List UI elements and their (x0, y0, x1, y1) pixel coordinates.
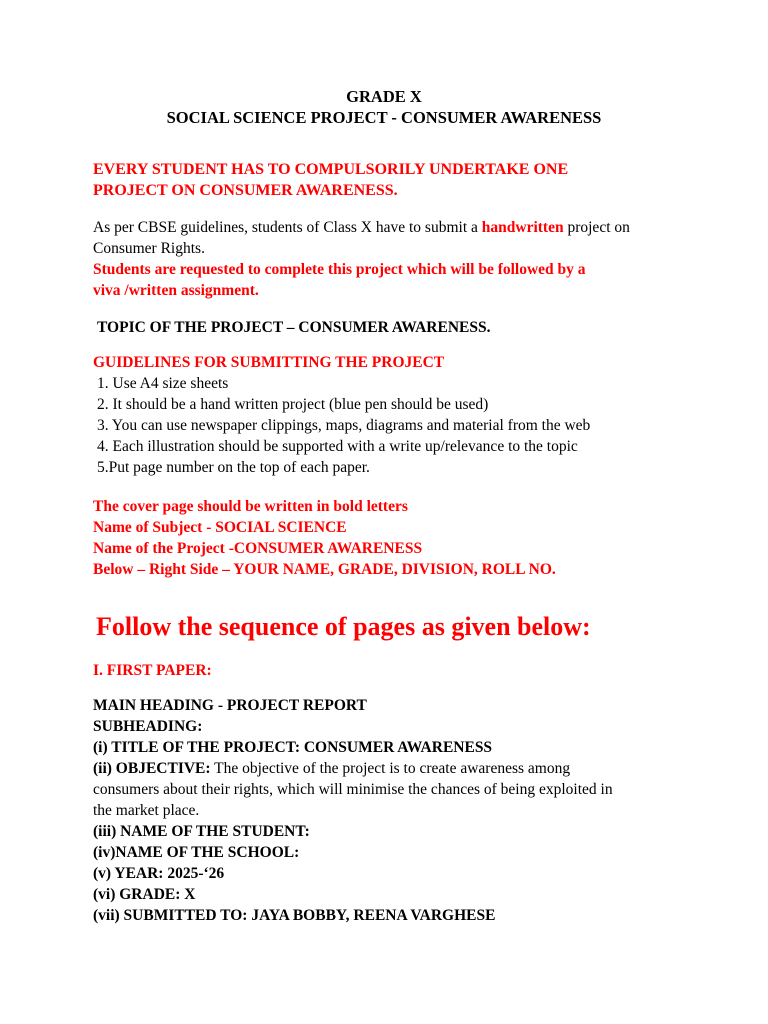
compulsory-notice (93, 159, 693, 201)
sequence-heading: Follow the sequence of pages as given below: (96, 612, 591, 641)
guideline-item: 4. Each illustration should be supported with a write up/relevance to the topic (97, 438, 578, 455)
cover-line-1: The cover page should be written in bold letters (93, 498, 408, 515)
handwritten-highlight: handwritten (481, 219, 564, 236)
cover-page-instructions (93, 496, 693, 580)
grade-title: GRADE X (346, 87, 422, 106)
project-title: SOCIAL SCIENCE PROJECT - CONSUMER AWARENESS (166, 108, 602, 127)
subheading: SUBHEADING: (93, 718, 203, 735)
first-paper-details (93, 695, 693, 926)
guideline-item: 5.Put page number on the top of each paper. (97, 459, 370, 476)
document-header (93, 86, 675, 128)
objective-line-3: the market place. (93, 802, 200, 819)
intro-text-after: project on (563, 219, 630, 236)
viva-notice (93, 259, 693, 301)
notice-line-1: EVERY STUDENT HAS TO COMPULSORILY UNDERTAKE ONE (93, 161, 569, 178)
year-item: (v) YEAR: 2025-‘26 (93, 865, 225, 882)
school-name-item: (iv)NAME OF THE SCHOOL: (93, 844, 300, 861)
guideline-item: 2. It should be a hand written project (blue pen should be used) (97, 396, 489, 413)
first-paper-heading: I. FIRST PAPER: (93, 662, 212, 679)
objective-line-2: consumers about their rights, which will minimise the chances of being exploited in (93, 781, 613, 798)
main-heading: MAIN HEADING - PROJECT REPORT (93, 697, 367, 714)
notice-line-2: PROJECT ON CONSUMER AWARENESS. (93, 182, 398, 199)
intro-line-2: Consumer Rights. (93, 240, 205, 257)
guidelines-heading: GUIDELINES FOR SUBMITTING THE PROJECT (93, 354, 445, 371)
objective-text: The objective of the project is to create awareness among (210, 760, 571, 777)
intro-text-before: As per CBSE guidelines, students of Class X have to submit a (93, 219, 482, 236)
grade-item: (vi) GRADE: X (93, 886, 196, 903)
submitted-to-names: : JAYA BOBBY, REENA VARGHESE (242, 907, 496, 924)
project-topic: TOPIC OF THE PROJECT – CONSUMER AWARENESS. (97, 319, 491, 336)
guideline-item: 3. You can use newspaper clippings, maps, diagrams and material from the web (97, 417, 591, 434)
student-name-item: (iii) NAME OF THE STUDENT: (93, 823, 310, 840)
intro-paragraph (93, 217, 693, 259)
viva-line-2: viva /written assignment. (93, 282, 259, 299)
cover-line-4: Below – Right Side – YOUR NAME, GRADE, DIVISION, ROLL NO. (93, 561, 556, 578)
guideline-item: 1. Use A4 size sheets (97, 375, 229, 392)
document-page (93, 86, 693, 926)
title-item: (i) TITLE OF THE PROJECT: CONSUMER AWARENESS (93, 739, 493, 756)
intro-line-1 (93, 217, 693, 238)
submitted-to-item (93, 905, 693, 926)
objective-label: (ii) OBJECTIVE: (93, 760, 211, 777)
submitted-to-label: (vii) SUBMITTED TO (93, 907, 243, 924)
guidelines-list (93, 373, 693, 478)
objective-line-1 (93, 758, 693, 779)
cover-line-3: Name of the Project -CONSUMER AWARENESS (93, 540, 423, 557)
cover-line-2: Name of Subject - SOCIAL SCIENCE (93, 519, 347, 536)
viva-line-1: Students are requested to complete this project which will be followed by a (93, 261, 586, 278)
